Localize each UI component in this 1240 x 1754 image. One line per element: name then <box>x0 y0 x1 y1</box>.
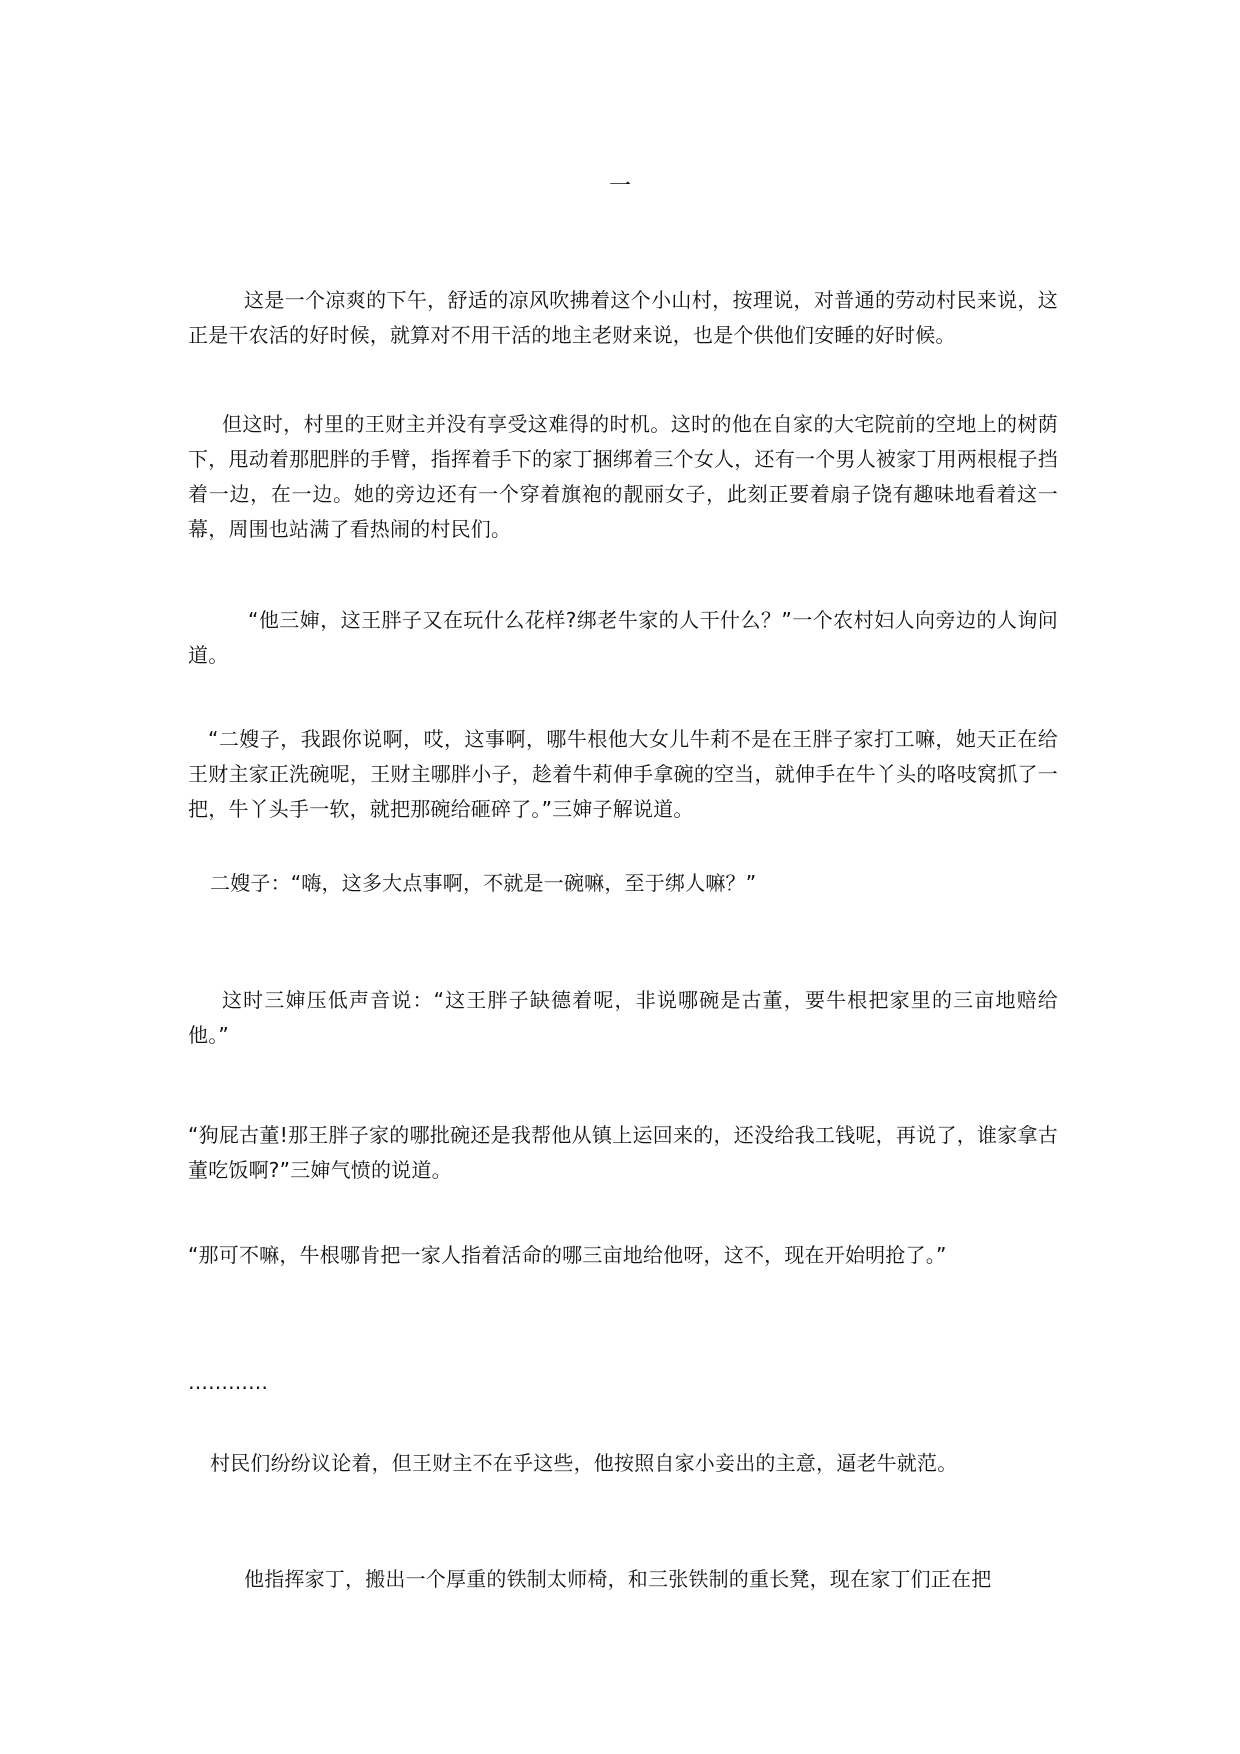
paragraph-10: 他指挥家丁，搬出一个厚重的铁制太师椅，和三张铁制的重长凳，现在家丁们正在把 <box>244 1567 992 1591</box>
paragraph-8: “那可不嘛，牛根哪肯把一家人指着活命的哪三亩地给他呀，这不，现在开始明抢了。” <box>188 1243 947 1267</box>
paragraph-4: “二嫂子，我跟你说啊，哎，这事啊，哪牛根他大女儿牛莉不是在王胖子家打工嘛，她天正在给王财主家正洗碗呢，王财主哪胖小子，趁着牛莉伸手拿碗的空当，就伸手在牛丫头的咯吱窝抓了一把，牛丫头手一软，就把那碗给砸碎了。”三婶子解说道。 <box>188 727 1058 821</box>
paragraph-5: 二嫂子：“嗨，这多大点事啊，不就是一碗嘛，至于绑人嘛？” <box>210 871 757 895</box>
paragraph-3: “他三婶，这王胖子又在玩什么花样?绑老牛家的人干什么？”一个农村妇人向旁边的人询问道。 <box>188 608 1058 667</box>
ellipsis-separator: ………… <box>188 1370 268 1394</box>
paragraph-2: 但这时，村里的王财主并没有享受这难得的时机。这时的他在自家的大宅院前的空地上的树荫下，甩动着那肥胖的手臂，指挥着手下的家丁捆绑着三个女人，还有一个男人被家丁用两根棍子挡着一边，在一边。她的旁边还有一个穿着旗袍的靓丽女子，此刻正要着扇子饶有趣味地看着这一幕，周围也站满了看热闹的村民们。 <box>188 412 1058 541</box>
paragraph-1: 这是一个凉爽的下午，舒适的凉风吹拂着这个小山村，按理说，对普通的劳动村民来说，这正是干农活的好时候，就算对不用干活的地主老财来说，也是个供他们安睡的好时候。 <box>188 288 1058 347</box>
paragraph-9: 村民们纷纷议论着，但王财主不在乎这些，他按照自家小妾出的主意，逼老牛就范。 <box>210 1451 958 1475</box>
paragraph-7: “狗屁古董!那王胖子家的哪批碗还是我帮他从镇上运回来的，还没给我工钱呢，再说了，谁家拿古董吃饭啊?”三婶气愤的说道。 <box>188 1123 1058 1182</box>
paragraph-6: 这时三婶压低声音说：“这王胖子缺德着呢，非说哪碗是古董，要牛根把家里的三亩地赔给他。” <box>188 988 1058 1047</box>
chapter-heading: 一 <box>608 174 631 199</box>
